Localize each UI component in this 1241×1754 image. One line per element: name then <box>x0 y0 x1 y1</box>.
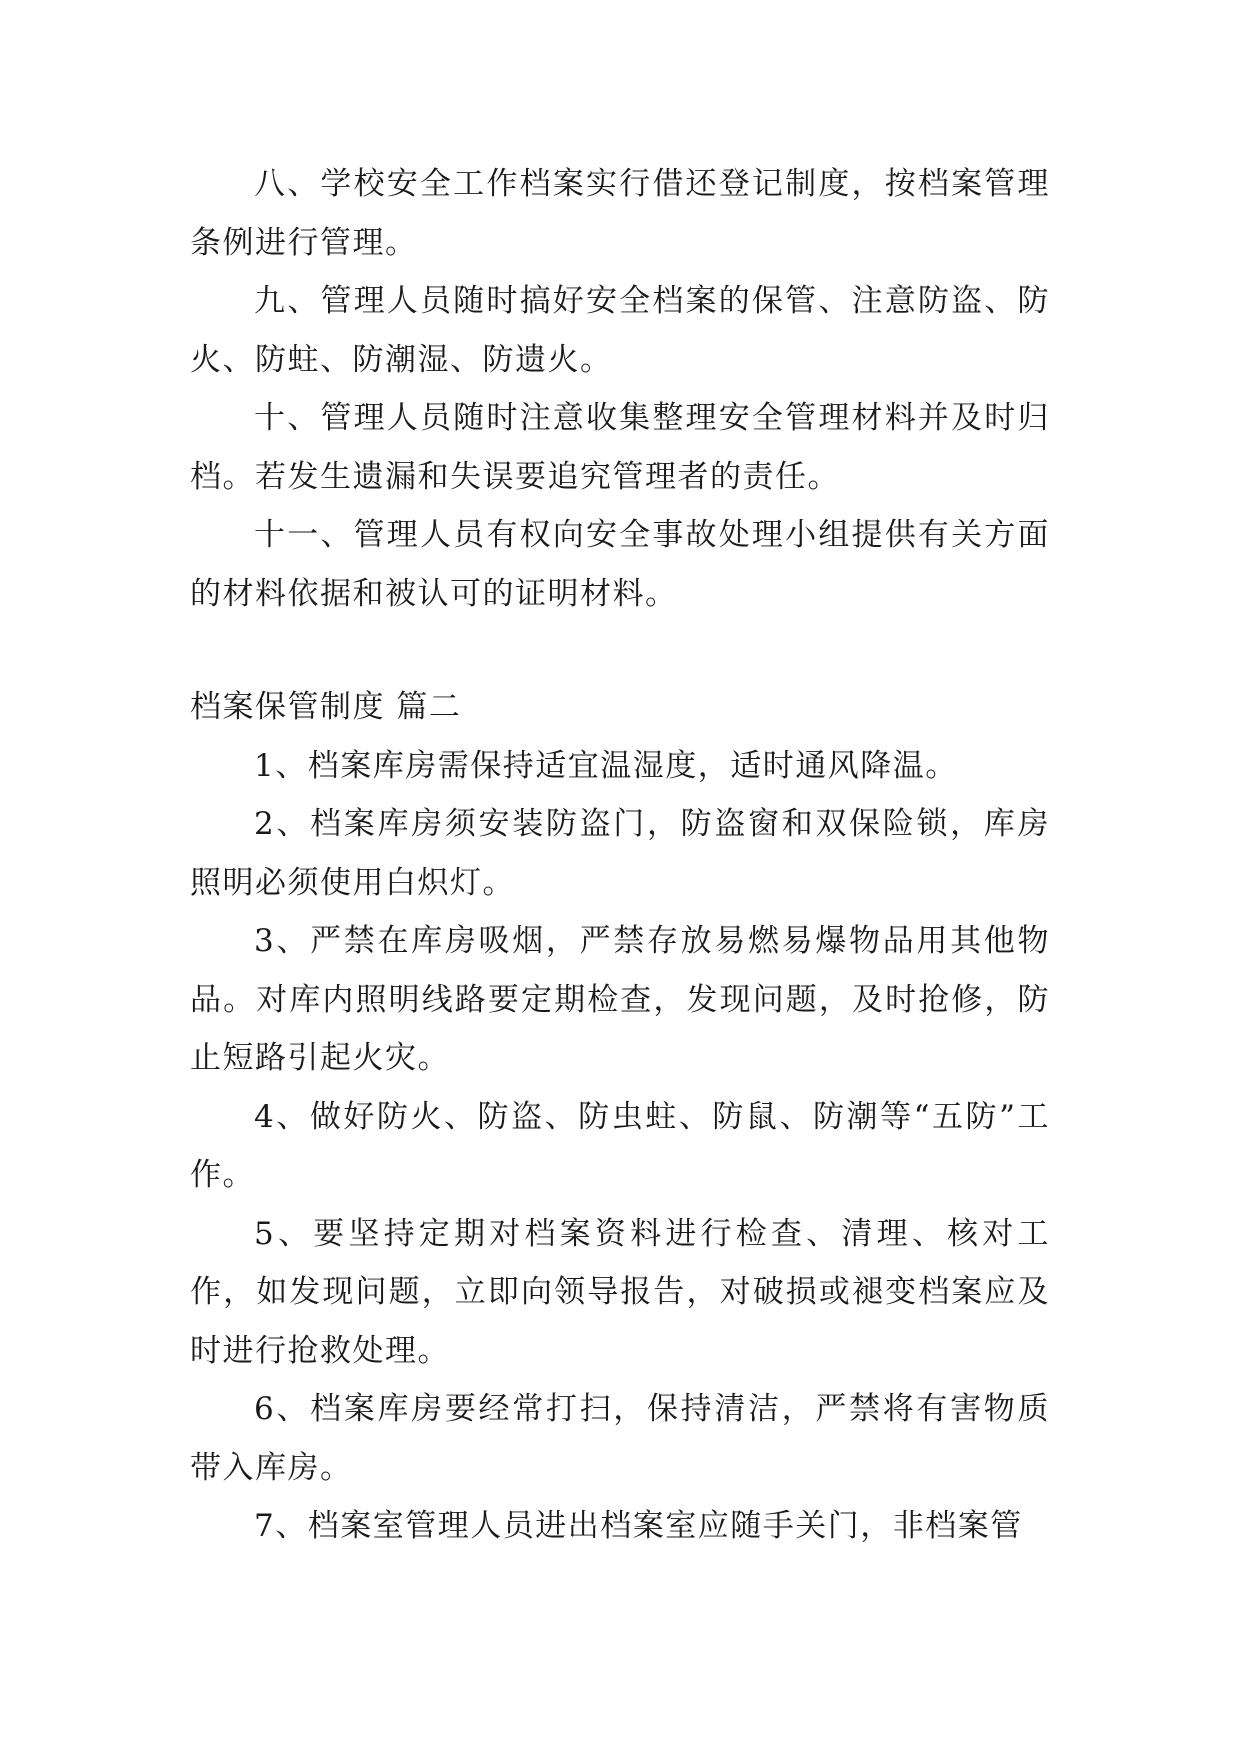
paragraph-9: 九、管理人员随时搞好安全档案的保管、注意防盗、防火、防蛀、防潮湿、防遗火。 <box>190 283 1050 378</box>
rule-item-5: 5、要坚持定期对档案资料进行检查、清理、核对工作，如发现问题，立即向领导报告，对破损或褪变档案应及时进行抢救处理。 <box>190 1215 1050 1369</box>
paragraph-11: 十一、管理人员有权向安全事故处理小组提供有关方面的材料依据和被认可的证明材料。 <box>190 517 1050 612</box>
rule-item-2: 2、档案库房须安装防盗门，防盗窗和双保险锁，库房照明必须使用白炽灯。 <box>190 806 1050 901</box>
section-heading: 档案保管制度 篇二 <box>190 689 462 725</box>
rule-item-6: 6、档案库房要经常打扫，保持清洁，严禁将有害物质带入库房。 <box>190 1391 1050 1486</box>
rule-item-4: 4、做好防火、防盗、防虫蛀、防鼠、防潮等“五防”工作。 <box>190 1098 1050 1193</box>
rule-item-7: 7、档案室管理人员进出档案室应随手关门，非档案管 <box>254 1508 1023 1544</box>
paragraph-8: 八、学校安全工作档案实行借还登记制度，按档案管理条例进行管理。 <box>190 166 1050 261</box>
document-body <box>190 155 1050 1556</box>
rule-item-1: 1、档案库房需保持适宜温湿度，适时通风降温。 <box>254 747 958 784</box>
paragraph-10: 十、管理人员随时注意收集整理安全管理材料并及时归档。若发生遗漏和失误要追究管理者的责任。 <box>190 400 1050 495</box>
rule-item-3: 3、严禁在库房吸烟，严禁存放易燃易爆物品用其他物品。对库内照明线路要定期检查，发现问题，及时抢修，防止短路引起火灾。 <box>190 923 1050 1076</box>
